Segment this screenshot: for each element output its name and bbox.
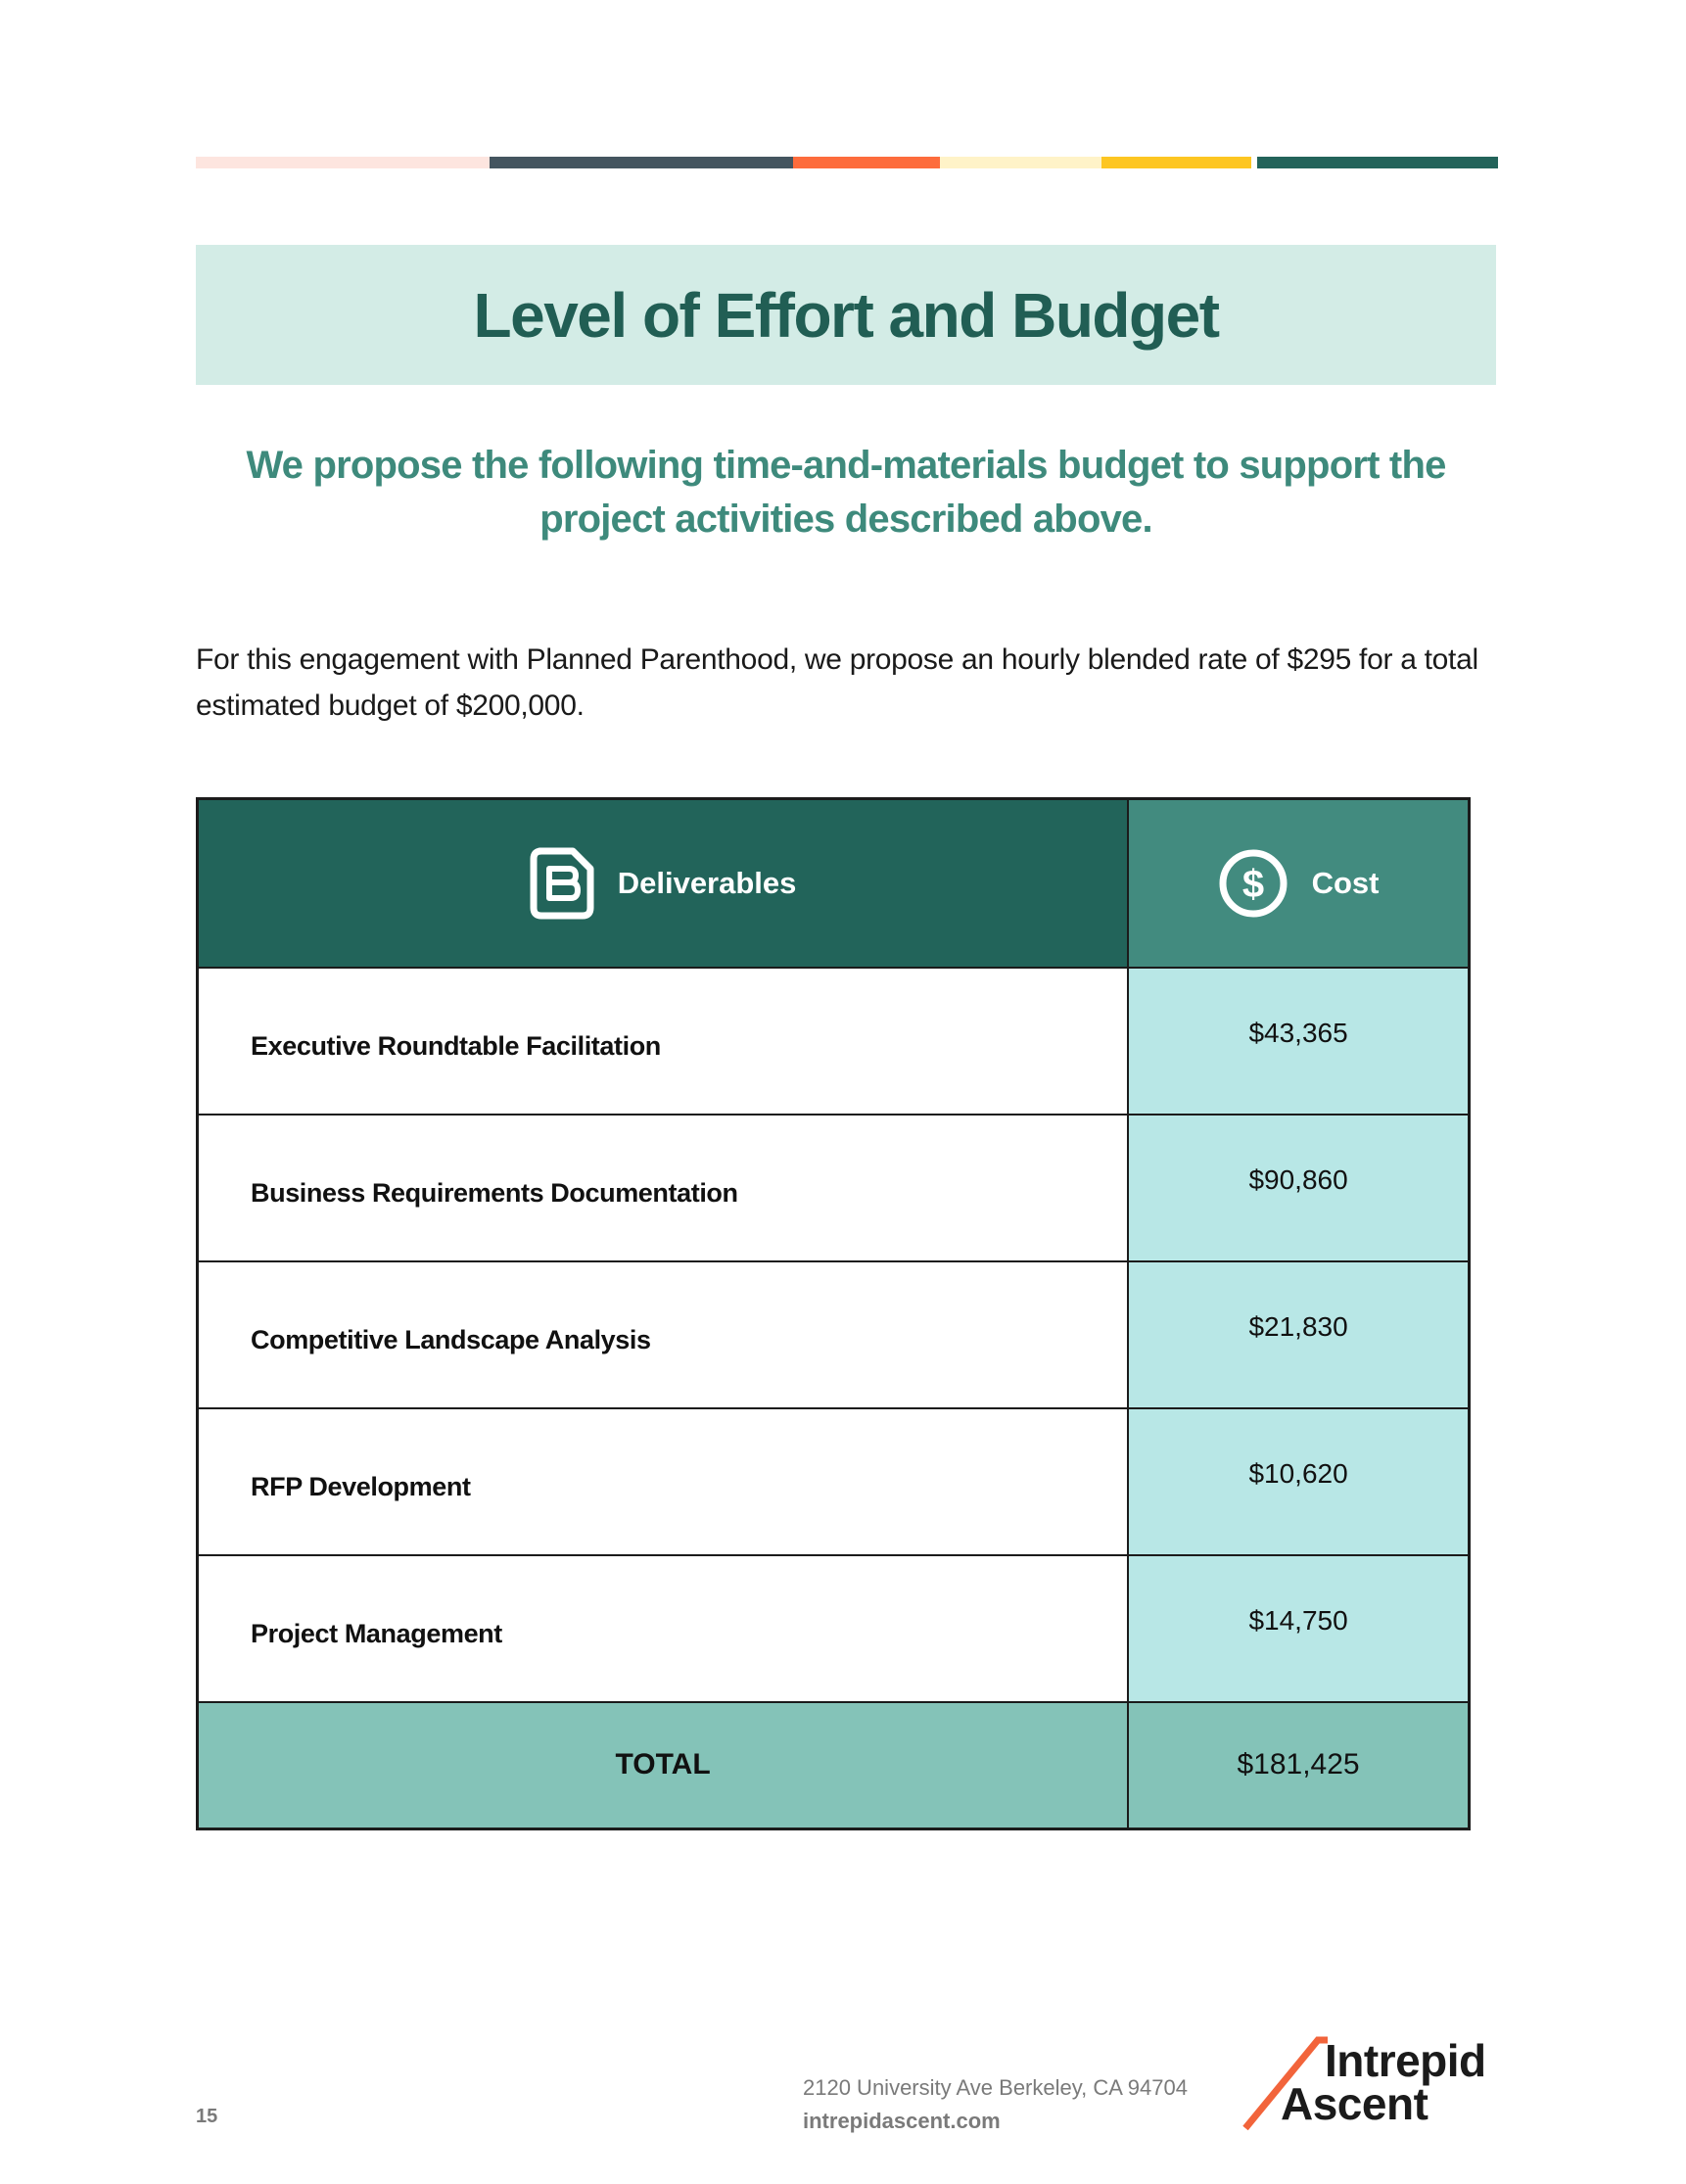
deliverables-header xyxy=(198,799,1129,968)
deliverable-cell xyxy=(198,1408,1129,1555)
deliverable-cell xyxy=(198,968,1129,1115)
cost-cell: $43,365 xyxy=(1128,968,1469,1115)
deliverable-name: RFP Development xyxy=(251,1472,471,1501)
cost-header xyxy=(1128,799,1469,968)
deliverable-name: Executive Roundtable Facilitation xyxy=(251,1031,661,1061)
table-header-row xyxy=(198,799,1470,968)
stripe-segment xyxy=(1257,157,1498,168)
total-label: TOTAL xyxy=(198,1702,1129,1829)
footer-address: 2120 University Ave Berkeley, CA 94704 xyxy=(803,2075,1188,2100)
stripe-segment xyxy=(1101,157,1251,168)
stripe-segment xyxy=(940,157,1101,168)
cost-cell: $90,860 xyxy=(1128,1115,1469,1261)
logo-line-1: Intrepid xyxy=(1325,2035,1486,2086)
budget-table xyxy=(196,797,1471,1830)
stripe-segment xyxy=(196,157,490,168)
header-color-stripe xyxy=(196,157,1498,168)
stripe-segment xyxy=(490,157,793,168)
deliverable-name: Project Management xyxy=(251,1619,502,1648)
deliverable-cell xyxy=(198,1261,1129,1408)
title-banner xyxy=(196,245,1496,385)
cost-cell: $14,750 xyxy=(1128,1555,1469,1702)
footer-contact xyxy=(803,2071,1188,2138)
table-row xyxy=(198,1261,1470,1408)
subtitle: We propose the following time-and-materials budget to support the project activities described above. xyxy=(246,444,1446,541)
company-logo xyxy=(1241,2034,1501,2132)
page-number: 15 xyxy=(196,2106,218,2127)
cost-cell: $10,620 xyxy=(1128,1408,1469,1555)
logo-line-2: Ascent xyxy=(1281,2078,1428,2129)
cost-cell: $21,830 xyxy=(1128,1261,1469,1408)
svg-text:$: $ xyxy=(1241,862,1264,906)
deliverable-cell xyxy=(198,1555,1129,1702)
table-row xyxy=(198,968,1470,1115)
intro-paragraph: For this engagement with Planned Parenthood, we propose an hourly blended rate of $295 for a total estimated budget of $200,000. xyxy=(196,643,1478,722)
cost-header-label: Cost xyxy=(1311,865,1380,900)
footer-website-link[interactable]: intrepidascent.com xyxy=(803,2109,1001,2133)
stripe-segment xyxy=(793,157,940,168)
document-icon xyxy=(530,847,594,920)
total-row xyxy=(198,1702,1470,1829)
page-title: Level of Effort and Budget xyxy=(473,279,1219,351)
deliverable-name: Competitive Landscape Analysis xyxy=(251,1325,651,1354)
total-cost: $181,425 xyxy=(1128,1702,1469,1829)
dollar-circle-icon xyxy=(1218,848,1288,919)
deliverable-name: Business Requirements Documentation xyxy=(251,1178,738,1208)
deliverables-header-label: Deliverables xyxy=(617,865,797,900)
deliverable-cell xyxy=(198,1115,1129,1261)
table-row xyxy=(198,1555,1470,1702)
table-row xyxy=(198,1115,1470,1261)
table-row xyxy=(198,1408,1470,1555)
